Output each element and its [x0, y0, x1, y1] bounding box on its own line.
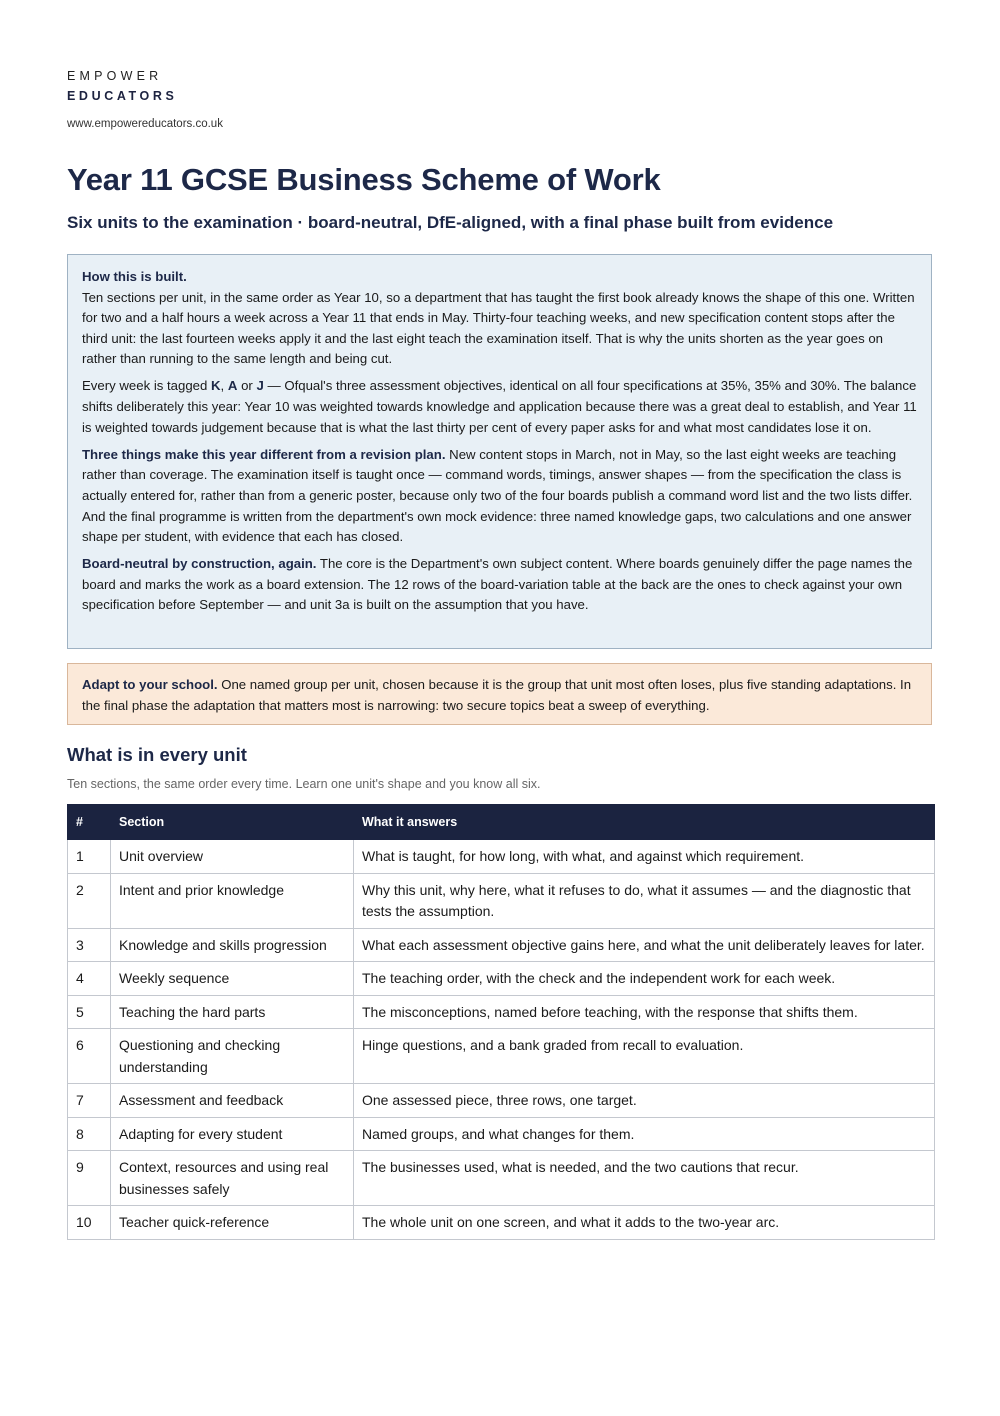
header-number: # — [68, 805, 111, 840]
brand-name-line1: EMPOWER — [67, 69, 163, 83]
row-answer: One assessed piece, three rows, one target. — [354, 1084, 935, 1118]
how-built-box — [67, 254, 932, 649]
table-row — [68, 1151, 935, 1206]
table-row — [68, 995, 935, 1029]
row-section: Questioning and checking understanding — [111, 1029, 354, 1084]
row-section: Intent and prior knowledge — [111, 873, 354, 928]
row-answer: Why this unit, why here, what it refuses to do, what it assumes — and the diagnostic that tests the assumption. — [354, 873, 935, 928]
objective-a: A — [227, 378, 238, 394]
how-built-heading: How this is built. — [82, 269, 187, 284]
row-answer: Hinge questions, and a bank graded from recall to evaluation. — [354, 1029, 935, 1084]
row-section: Weekly sequence — [111, 962, 354, 996]
row-answer: What is taught, for how long, with what, and against which requirement. — [354, 840, 935, 874]
row-answer: The businesses used, what is needed, and the two cautions that recur. — [354, 1151, 935, 1206]
table-row — [68, 1206, 935, 1240]
section-subtitle: Ten sections, the same order every time. Learn one unit's shape and you know all six. — [67, 777, 541, 791]
brand-name-line2: EDUCATORS — [67, 89, 178, 103]
row-number: 7 — [68, 1084, 111, 1118]
row-answer: The whole unit on one screen, and what it adds to the two-year arc. — [354, 1206, 935, 1240]
adapt-box — [67, 663, 932, 725]
row-section: Assessment and feedback — [111, 1084, 354, 1118]
row-answer: The misconceptions, named before teaching, with the response that shifts them. — [354, 995, 935, 1029]
table-row — [68, 1117, 935, 1151]
table-row — [68, 873, 935, 928]
table-row — [68, 840, 935, 874]
objectives-intro: Every week is tagged — [82, 378, 212, 394]
objectives-separator: , — [220, 378, 228, 394]
table-row — [68, 928, 935, 962]
row-section: Adapting for every student — [111, 1117, 354, 1151]
row-number: 9 — [68, 1151, 111, 1206]
row-number: 10 — [68, 1206, 111, 1240]
objective-k: K — [211, 378, 221, 394]
row-number: 6 — [68, 1029, 111, 1084]
objectives-or: or — [237, 378, 257, 394]
table-row — [68, 1029, 935, 1084]
row-answer: What each assessment objective gains here, and what the unit deliberately leaves for later. — [354, 928, 935, 962]
how-built-paragraph-3 — [82, 445, 917, 548]
how-built-paragraph-1 — [82, 267, 917, 370]
row-number: 3 — [68, 928, 111, 962]
row-section: Knowledge and skills progression — [111, 928, 354, 962]
objective-j: J — [256, 378, 264, 394]
page-subtitle: Six units to the examination · board-neutral, DfE-aligned, with a final phase built from evidence — [67, 213, 834, 232]
three-things-heading: Three things make this year different from a revision plan. — [82, 446, 446, 462]
row-number: 8 — [68, 1117, 111, 1151]
board-neutral-heading: Board-neutral by construction, again. — [82, 556, 317, 572]
board-neutral-text: The core is the Department's own subject content. Where boards genuinely differ the page names the board and marks the work as a board extension. The 12 rows of the board-variation table at the back are the ones to check against your own specification before September — and unit 3a is built on the assumption that you have. — [82, 556, 913, 613]
row-section: Teacher quick-reference — [111, 1206, 354, 1240]
row-number: 4 — [68, 962, 111, 996]
three-things-text: New content stops in March, not in May, so the last eight weeks are teaching rather than coverage. The examination itself is taught once — command words, timings, answer shapes — from the specification the class is actually entered for, rather than from a generic poster, because only two of the four boards publish a command word list and the two lists differ. And the final programme is written from the department's own mock evidence: three named knowledge gaps, two calculations and one answer shape per student, with evidence that each has closed. — [82, 446, 913, 545]
row-section: Unit overview — [111, 840, 354, 874]
unit-sections-table — [67, 804, 935, 1240]
row-number: 2 — [68, 873, 111, 928]
row-answer: The teaching order, with the check and the independent work for each week. — [354, 962, 935, 996]
how-built-paragraph-4 — [82, 554, 917, 616]
objectives-text: — Ofqual's three assessment objectives, identical on all four specifications at 35%, 35% and 30%. The balance shifts deliberately this year: Year 10 was weighted towards knowledge and application because there was a great deal to establish, and Year 11 is weighted towards judgement because that is what the last thirty per cent of every paper asks for and what most candidates lose it on. — [82, 378, 917, 435]
page-title: Year 11 GCSE Business Scheme of Work — [67, 162, 661, 197]
table-row — [68, 1084, 935, 1118]
row-section: Teaching the hard parts — [111, 995, 354, 1029]
adapt-text: One named group per unit, chosen because it is the group that unit most often loses, plus five standing adaptations. In the final phase the adaptation that matters most is narrowing: two secure topics beat a sweep of everything. — [82, 677, 912, 713]
row-number: 1 — [68, 840, 111, 874]
row-answer: Named groups, and what changes for them. — [354, 1117, 935, 1151]
row-number: 5 — [68, 995, 111, 1029]
header-what-it-answers: What it answers — [354, 805, 935, 840]
section-title: What is in every unit — [67, 744, 247, 765]
header-section: Section — [111, 805, 354, 840]
brand-url: www.empowereducators.co.uk — [67, 118, 223, 130]
table-row — [68, 962, 935, 996]
adapt-heading: Adapt to your school. — [82, 677, 218, 692]
how-built-paragraph-2 — [82, 376, 917, 438]
how-built-text-1: Ten sections per unit, in the same order as Year 10, so a department that has taught the first book already knows the shape of this one. Written for two and a half hours a week across a Year 11 that ends in May. Thirty-four teaching weeks, and new specification content stops after the third unit: the last fourteen weeks apply it and the last eight teach the examination itself. That is why the units shorten as the year goes on rather than running to the same length and being cut. — [82, 289, 915, 367]
row-section: Context, resources and using real businesses safely — [111, 1151, 354, 1206]
table-header-row — [68, 805, 935, 840]
